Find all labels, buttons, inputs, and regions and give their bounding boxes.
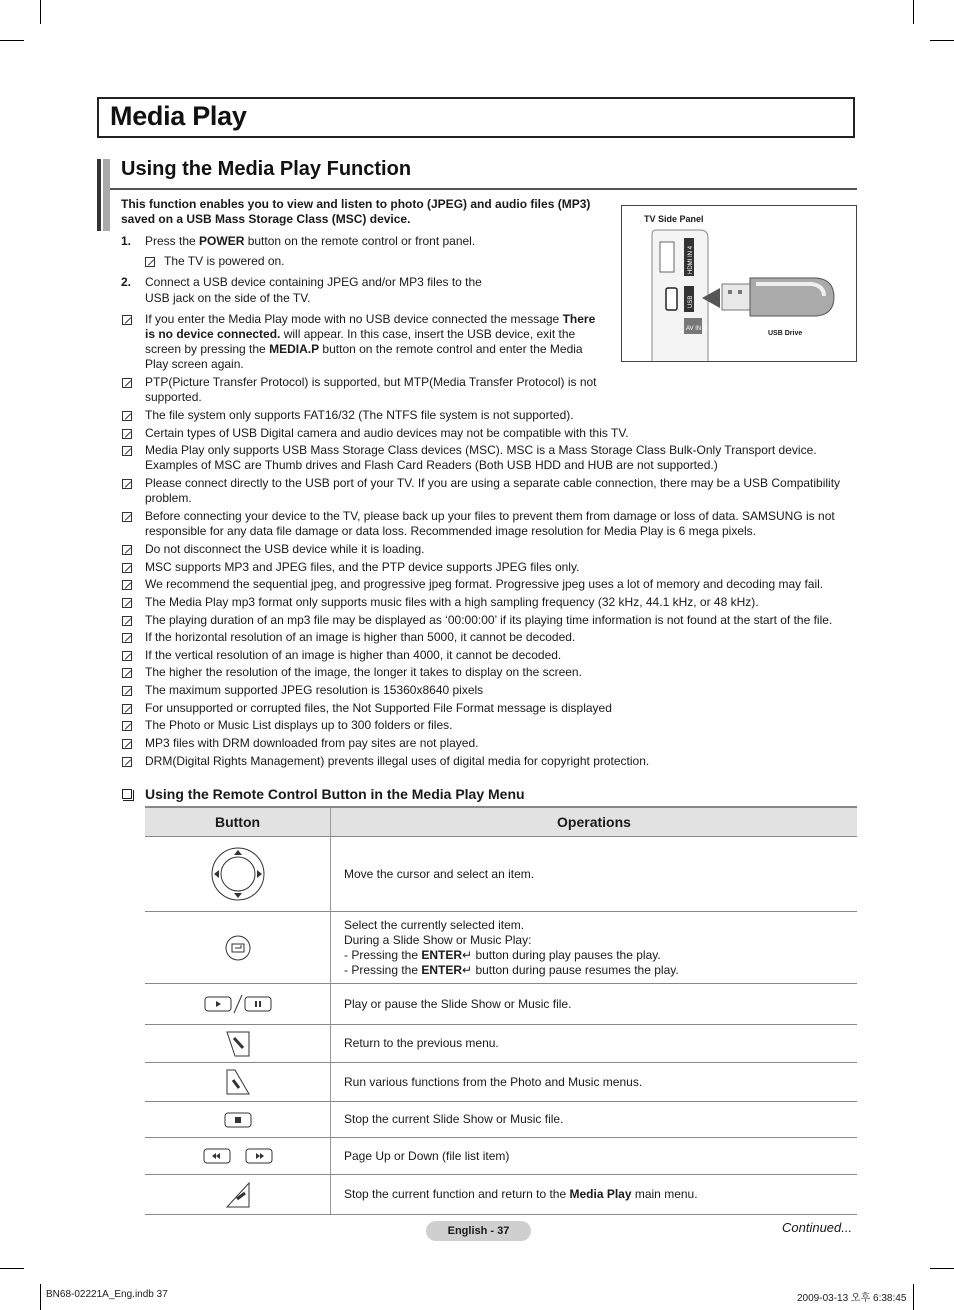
table-row	[145, 1025, 857, 1063]
section-divider	[110, 188, 857, 190]
table-row	[145, 1175, 857, 1215]
step-number: 1.	[121, 234, 132, 248]
note-text: Do not disconnect the USB device while it is loading.	[145, 542, 425, 556]
note-text: If you enter the Media Play mode with no USB device connected the message There is no device connected. will appear. In this case, insert the USB device, exit the screen by pressing the MEDIA.P button on the remote control and enter the Media Play screen again.	[145, 312, 596, 371]
note-icon	[145, 257, 155, 267]
checkbox-bullet-icon	[122, 789, 132, 799]
arrow-pad-icon	[145, 837, 331, 912]
table-row	[145, 837, 857, 912]
table-row	[145, 1102, 857, 1138]
table-row	[145, 1138, 857, 1175]
tv-side-panel-figure	[621, 205, 857, 362]
print-file-info: BN68-02221A_Eng.indb 37	[46, 1289, 168, 1300]
operation-text: Run various functions from the Photo and Music menus.	[331, 1063, 858, 1102]
enter-icon: ↵	[462, 962, 473, 977]
note-icon	[122, 668, 132, 678]
note-text: Media Play only supports USB Mass Storage Class devices (MSC). MSC is a Mass Storage Class Bulk-Only Transport device. Examples of MSC are Thumb drives and Flash Card Readers (Both USB HDD and HUB are not supported.)	[145, 443, 817, 472]
note-icon	[122, 378, 132, 388]
operation-text: Page Up or Down (file list item)	[331, 1138, 858, 1175]
note-text: Please connect directly to the USB port of your TV. If you are using a separate cable connection, there may be a USB Compatibility problem.	[145, 476, 841, 505]
page-number: English - 37	[426, 1221, 531, 1241]
step-1-note: The TV is powered on.	[164, 254, 285, 268]
note-icon	[122, 633, 132, 643]
note-icon	[122, 721, 132, 731]
note-icon	[122, 651, 132, 661]
note-text: The Media Play mp3 format only supports music files with a high sampling frequency (32 kHz, 44.1 kHz, or 48 kHz).	[145, 595, 759, 609]
note-text: DRM(Digital Rights Management) prevents illegal uses of digital media for copyright protection.	[145, 754, 650, 768]
note-icon	[122, 704, 132, 714]
crop-mark	[0, 1268, 24, 1269]
port-label-usb: USB	[688, 295, 694, 308]
exit-button-icon	[145, 1175, 331, 1215]
intro-text: This function enables you to view and listen to photo (JPEG) and audio files (MP3) saved on a USB Mass Storage Class (MSC) device.	[121, 197, 591, 226]
operation-text: Stop the current function and return to the Media Play main menu.	[331, 1175, 858, 1215]
return-button-icon	[145, 1025, 331, 1063]
play-pause-icon	[145, 984, 331, 1025]
note-text: For unsupported or corrupted files, the Not Supported File Format message is displayed	[145, 701, 612, 715]
note-text: We recommend the sequential jpeg, and progressive jpeg format. Progressive jpeg uses a lot of memory and decoding may fail.	[145, 577, 824, 591]
port-label-hdmi: HDMI IN 4	[688, 245, 694, 274]
operation-text: Return to the previous menu.	[331, 1025, 858, 1063]
note-text: The higher the resolution of the image, the longer it takes to display on the screen.	[145, 665, 582, 679]
table-row	[145, 1063, 857, 1102]
enter-button-icon	[145, 912, 331, 984]
enter-icon: ↵	[462, 947, 473, 962]
operation-text: Move the cursor and select an item.	[331, 837, 858, 912]
note-text: If the vertical resolution of an image is higher than 4000, it cannot be decoded.	[145, 648, 562, 662]
note-text: Before connecting your device to the TV, please back up your files to prevent them from damage or loss of data. SAMSUNG is not responsible for any data file damage or data loss. Recommended image resolution for Media Play is 6 mega pixels.	[145, 509, 835, 538]
note-text: MSC supports MP3 and JPEG files, and the PTP device supports JPEG files only.	[145, 560, 580, 574]
page-title-box	[97, 97, 855, 138]
page-title: Media Play	[110, 101, 247, 131]
crop-mark	[930, 1268, 954, 1269]
operation-text: Stop the current Slide Show or Music file.	[331, 1102, 858, 1138]
note-icon	[122, 446, 132, 456]
port-label-av: AV IN 2	[686, 326, 707, 332]
print-timestamp: 2009-03-13 오후 6:38:45	[797, 1293, 907, 1304]
note-icon	[122, 479, 132, 489]
note-icon	[122, 429, 132, 439]
note-icon	[122, 616, 132, 626]
note-icon	[122, 598, 132, 608]
note-icon	[122, 315, 132, 325]
note-icon	[122, 757, 132, 767]
note-icon	[122, 411, 132, 421]
note-icon	[122, 739, 132, 749]
panel-label: TV Side Panel	[644, 214, 704, 224]
remote-button-table	[145, 806, 857, 1215]
operation-text: Play or pause the Slide Show or Music file.	[331, 984, 858, 1025]
crop-mark	[913, 1284, 914, 1310]
note-text: If the horizontal resolution of an image is higher than 5000, it cannot be decoded.	[145, 630, 576, 644]
crop-mark	[913, 0, 914, 24]
crop-mark	[930, 40, 954, 41]
stop-button-icon	[145, 1102, 331, 1138]
step-2-text: Connect a USB device containing JPEG and/or MP3 files to the USB jack on the side of the TV.	[145, 275, 482, 305]
crop-mark	[0, 40, 24, 41]
note-icon	[122, 580, 132, 590]
note-icon	[122, 563, 132, 573]
drive-label: USB Drive	[768, 330, 803, 337]
operation-text: Select the currently selected item. During a Slide Show or Music Play: - Pressing the ENTER↵ button during play pauses the play. - Pressing the ENTER↵ button during pause resumes the play.	[331, 912, 858, 984]
step-1-text: Press the POWER button on the remote control or front panel.	[145, 234, 476, 248]
note-text: The maximum supported JPEG resolution is 15360x8640 pixels	[145, 683, 484, 697]
table-row	[145, 984, 857, 1025]
section-title: Using the Media Play Function	[121, 158, 412, 180]
note-icon	[122, 545, 132, 555]
rewind-fastforward-icon	[145, 1138, 331, 1175]
note-icon	[122, 686, 132, 696]
section-marker	[97, 159, 101, 231]
column-header-button: Button	[145, 807, 331, 837]
step-number: 2.	[121, 275, 132, 289]
subsection-title: Using the Remote Control Button in the Media Play Menu	[145, 786, 525, 802]
note-text: MP3 files with DRM downloaded from pay sites are not played.	[145, 736, 479, 750]
tools-button-icon	[145, 1063, 331, 1102]
crop-mark	[40, 1284, 41, 1310]
usb-connection-illustration	[622, 206, 856, 361]
note-text: PTP(Picture Transfer Protocol) is supported, but MTP(Media Transfer Protocol) is not supported.	[145, 375, 597, 404]
note-text: The Photo or Music List displays up to 300 folders or files.	[145, 718, 453, 732]
note-text: The playing duration of an mp3 file may be displayed as ‘00:00:00’ if its playing time information is not found at the start of the file.	[145, 613, 833, 627]
note-icon	[122, 512, 132, 522]
table-row	[145, 912, 857, 984]
crop-mark	[40, 0, 41, 24]
continued-label: Continued...	[782, 1220, 853, 1235]
note-text: Certain types of USB Digital camera and audio devices may not be compatible with this TV.	[145, 426, 629, 440]
section-marker	[103, 159, 110, 231]
note-text: The file system only supports FAT16/32 (The NTFS file system is not supported).	[145, 408, 574, 422]
column-header-operations: Operations	[331, 807, 858, 837]
